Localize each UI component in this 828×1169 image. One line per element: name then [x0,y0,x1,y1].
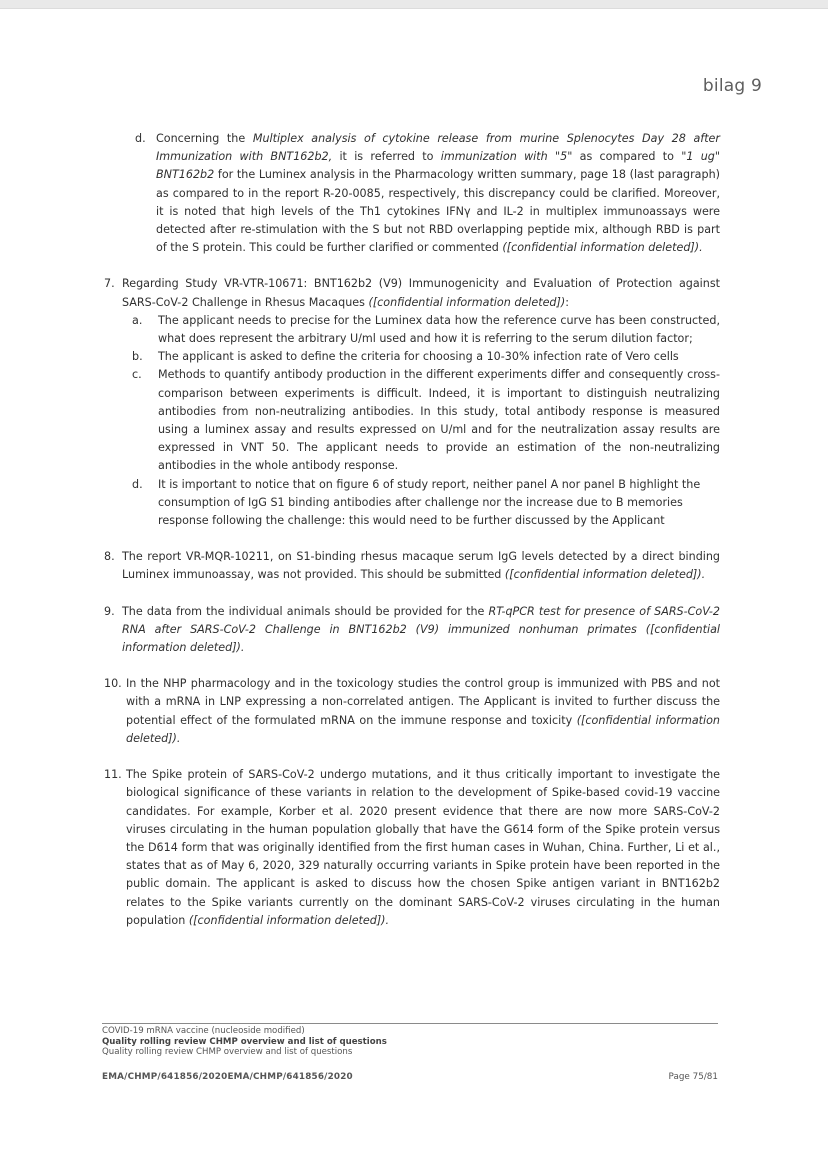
footer-review-line: Quality rolling review CHMP overview and list of questions [102,1036,387,1047]
list-item-9 [104,603,720,658]
page-tag: bilag 9 [702,76,762,96]
footer-review-line-duplicate: Quality rolling review CHMP overview and list of questions [102,1047,353,1058]
confidential-note: ([confidential information deleted]). [502,241,703,255]
text-run-italic: Multiplex analysis of cytokine release from murine Splenocytes Day 28 after Immunization with BNT162b2, [156,132,720,164]
text-run: The applicant needs to precise for the Luminex data how the reference curve has been constructed, what does represent the arbitrary U/ml used and how it is referring to the serum dilution factor; [158,313,720,346]
list-item-7b [122,348,720,366]
list-item-7d [122,476,720,531]
confidential-note: ([confidential information deleted]). [504,568,706,582]
list-letter: d. [132,477,143,491]
list-number: 8. [104,550,115,564]
list-number: 9. [104,604,115,618]
text-run: The data from the individual animals should be provided for the [122,604,489,618]
text-run-italic: "1 ug" BNT162b2 [156,150,720,182]
confidential-note: ([confidential information deleted]). [126,713,720,745]
text-run: The applicant is asked to define the criteria for choosing a 10-30% infection rate of Vero cells [158,350,679,364]
list-letter: d. [135,132,146,145]
list-item-8 [104,548,720,584]
list-item-7 [104,275,720,530]
text-run: as compared to [572,150,682,164]
text-run: it is referred to [332,150,441,164]
text-run: Regarding Study VR-VTR-10671: BNT162b2 (V9) Immunogenicity and Evaluation of Protection against SARS-CoV-2 Challenge in Rhesus Macaques [122,277,720,309]
document-body [104,130,720,930]
text-run: In the NHP pharmacology and in the toxicology studies the control group is immunized with PBS and not with a mRNA in LNP expressing a non-correlated antigen. The Applicant is invited to further discuss the potential effect of the formulated mRNA on the immune response and toxicity [126,677,720,727]
list-number: 7. [104,277,115,291]
list-item-7a [122,312,720,348]
footer-divider [102,1023,718,1024]
list-item-7c [122,366,720,475]
list-number: 11. [104,768,122,782]
text-run-italic: RT-qPCR test for presence of SARS-CoV-2 RNA after SARS-CoV-2 Challenge in BNT162b2 (V9) immunized nonhuman primates ([confidential information deleted]). [122,604,721,655]
text-run: Concerning the [156,132,253,145]
text-run: The report VR-MQR-10211, on S1-binding rhesus macaque serum IgG levels detected by a direct binding Luminex immunoassay, was not provided. This should be submitted [122,550,720,582]
list-number: 10. [104,677,122,691]
list-letter: a. [132,313,143,327]
text-run: for the Luminex analysis in the Pharmacology written summary, page 18 (last paragraph) as compared to in the report R-20-0085, respectively, this discrepancy could be clarified. Moreover, it is noted that high levels of the Th1 cytokines IFNγ and IL-2 in multiplex immunoassays were detected after re-stimulation with the S but not RBD overlapping peptide mix, although RBD is part of the S protein. This could be further clarified or commented [156,168,720,255]
footer-page-number: Page 75/81 [668,1072,718,1082]
list-item-11 [104,766,720,930]
confidential-note: ([confidential information deleted]). [188,913,390,927]
list-letter: b. [132,350,143,364]
footer-info [102,1026,387,1058]
list-item-6d [104,130,720,257]
scan-top-edge [0,0,828,9]
text-run: : [565,295,569,309]
text-run: It is important to notice that on figure 6 of study report, neither panel A nor panel B highlight the consumption of IgG S1 binding antibodies after challenge nor the increase due to B memories response following the challenge: this would need to be further discussed by the Applicant [158,477,701,528]
text-run-italic: immunization with "5" [440,150,573,164]
footer-document-code: EMA/CHMP/641856/2020EMA/CHMP/641856/2020 [102,1072,353,1082]
list-letter: c. [132,368,142,382]
list-item-10 [104,675,720,748]
text-run: The Spike protein of SARS-CoV-2 undergo mutations, and it thus critically important to investigate the biological significance of these variants in relation to the development of Spike-based covid-19 vaccine candidates. For example, Korber et al. 2020 present evidence that there are now more SARS-CoV-2 viruses circulating in the human population globally that have the G614 form of the Spike protein versus the D614 form that was originally identified from the first human cases in Wuhan, China. Further, Li et al., states that as of May 6, 2020, 329 naturally occurring variants in Spike protein have been reported in the public domain. The applicant is asked to discuss how the chosen Spike antigen variant in BNT162b2 relates to the Spike variants currently on the dominant SARS-CoV-2 viruses circulating in the human population [126,768,720,927]
confidential-note: ([confidential information deleted]) [368,295,566,309]
footer-product-line: COVID-19 mRNA vaccine (nucleoside modified) [102,1026,305,1036]
text-run: Methods to quantify antibody production in the different experiments differ and consequently cross-comparison between experiments is difficult. Indeed, it is important to distinguish neutralizing antibodies from non-neutralizing antibodies. In this study, total antibody response is measured using a luminex assay and results expressed on U/ml and for the neutralization assay results are expressed in VNT 50. The applicant needs to provide an estimation of the non-neutralizing antibodies in the whole antibody response. [158,368,720,473]
